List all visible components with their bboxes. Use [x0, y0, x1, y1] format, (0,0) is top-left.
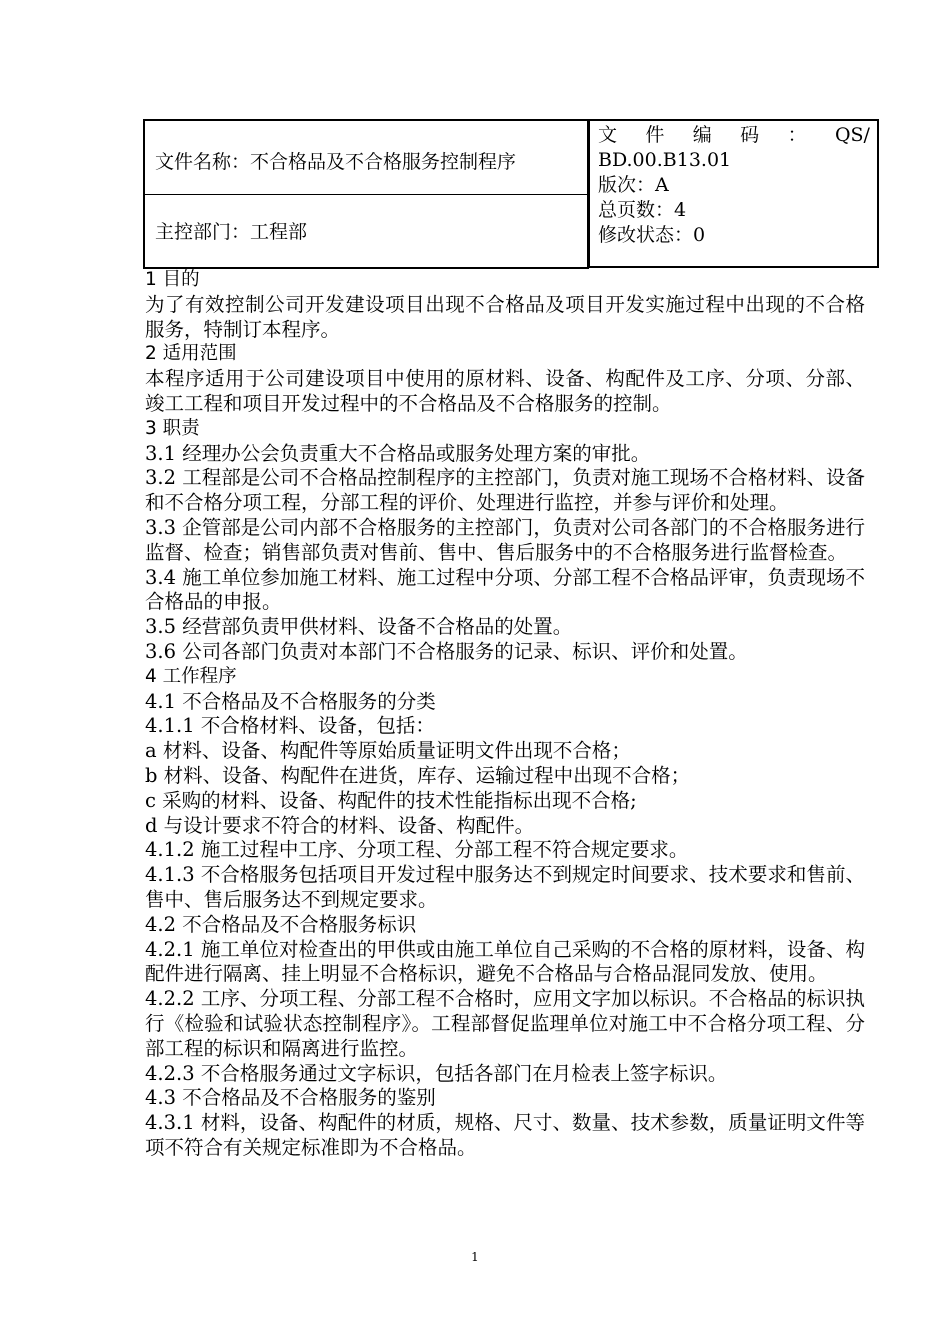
section-heading: 1 目的: [145, 269, 200, 290]
paragraph: 4.2.2 工序、分项工程、分部工程不合格时，应用文字加以标识。不合格品的标识执行《检验和试验状态控制程序》。工程部督促监理单位对施工中不合格分项工程、分部工程的标识和隔离进行监控。: [145, 987, 865, 1060]
section-heading: 4 工作程序: [145, 665, 237, 687]
revision-status: 修改状态：0: [598, 224, 706, 246]
paragraph: 4.2.1 施工单位对检查出的甲供或由施工单位自己采购的不合格的原材料，设备、构配件进行隔离、挂上明显不合格标识，避免不合格品与合格品混同发放、使用。: [145, 937, 865, 986]
paragraph: 4.1 不合格品及不合格服务的分类: [145, 689, 436, 713]
page-number: 1: [471, 1250, 479, 1264]
file-code-label: 文 件 编 码 ： QS/: [598, 124, 870, 146]
paragraph: 本程序适用于公司建设项目中使用的原材料、设备、构配件及工序、分项、分部、竣工工程和项目开发过程中的不合格品及不合格服务的控制。: [145, 367, 865, 415]
paragraph: 3.6 公司各部门负责对本部门不合格服务的记录、标识、评价和处置。: [145, 639, 748, 663]
paragraph: 3.5 经营部负责甲供材料、设备不合格品的处置。: [145, 615, 573, 639]
document-body: [145, 268, 865, 1161]
paragraph: 4.1.3 不合格服务包括项目开发过程中服务达不到规定时间要求、技术要求和售前、售中、售后服务达不到规定要求。: [145, 863, 865, 911]
paragraph: 3.1 经理办公会负责重大不合格品或服务处理方案的审批。: [145, 441, 651, 465]
paragraph: d 与设计要求不符合的材料、设备、构配件。: [145, 813, 535, 837]
file-name: 文件名称：不合格品及不合格服务控制程序: [155, 151, 517, 173]
paragraph: 3.3 企管部是公司内部不合格服务的主控部门，负责对公司各部门的不合格服务进行监督、检查；销售部负责对售前、售中、售后服务中的不合格服务进行监督检查。: [145, 515, 865, 564]
file-name-cell: [143, 119, 589, 195]
section-heading: 2 适用范围: [145, 343, 237, 365]
version: 版次：A: [598, 174, 669, 196]
department: 主控部门：工程部: [155, 221, 308, 243]
paragraph: 3.2 工程部是公司不合格品控制程序的主控部门，负责对施工现场不合格材料、设备和不合格分项工程，分部工程的评价、处理进行监控，并参与评价和处理。: [145, 466, 865, 515]
total-pages: 总页数：4: [598, 199, 687, 221]
paragraph: 4.2.3 不合格服务通过文字标识，包括各部门在月检表上签字标识。: [145, 1061, 728, 1085]
paragraph: 为了有效控制公司开发建设项目出现不合格品及项目开发实施过程中出现的不合格服务，特制订本程序。: [145, 292, 865, 341]
paragraph: c 采购的材料、设备、构配件的技术性能指标出现不合格;: [145, 788, 637, 812]
section-heading: 3 职责: [145, 417, 200, 439]
paragraph: 4.3.1 材料，设备、构配件的材质，规格、尺寸、数量、技术参数，质量证明文件等项不符合有关规定标准即为不合格品。: [145, 1111, 865, 1159]
paragraph: 4.2 不合格品及不合格服务标识: [145, 912, 417, 936]
paragraph: b 材料、设备、构配件在进货，库存、运输过程中出现不合格；: [145, 763, 691, 787]
department-cell: [143, 194, 589, 269]
document-info-cell: [589, 119, 879, 268]
file-code-value: BD.00.B13.01: [598, 149, 732, 171]
paragraph: 3.4 施工单位参加施工材料、施工过程中分项、分部工程不合格品评审，负责现场不合格品的申报。: [145, 565, 865, 614]
paragraph: a 材料、设备、构配件等原始质量证明文件出现不合格；: [145, 739, 631, 763]
document-header-table: [143, 119, 879, 268]
paragraph: 4.1.1 不合格材料、设备，包括：: [145, 714, 435, 738]
paragraph: 4.1.2 施工过程中工序、分项工程、分部工程不符合规定要求。: [145, 838, 689, 862]
paragraph: 4.3 不合格品及不合格服务的鉴别: [145, 1086, 436, 1110]
